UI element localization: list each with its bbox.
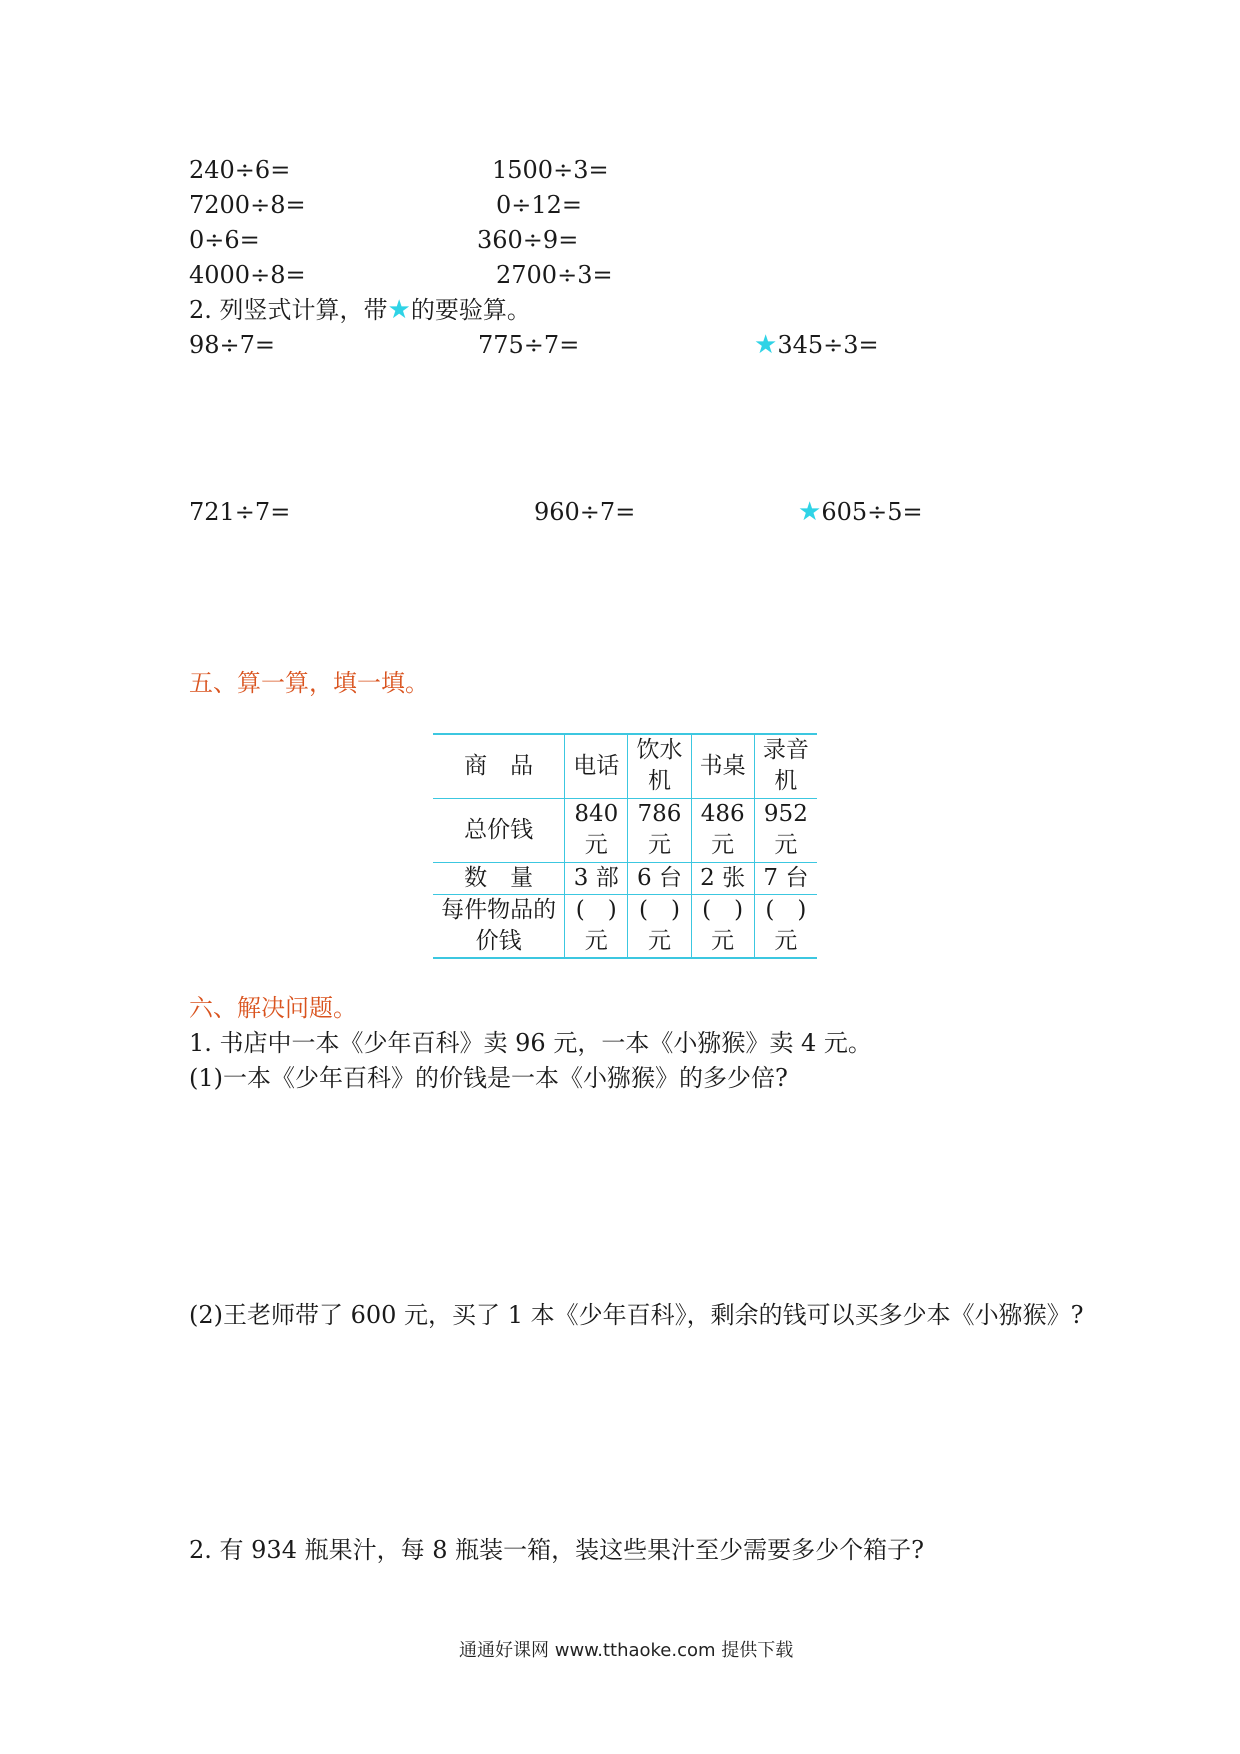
- oral-calc-4-left: 4000÷8=: [189, 261, 306, 289]
- oral-calc-1-right: 1500÷3=: [492, 156, 609, 184]
- table-header-desk: 书桌: [691, 734, 754, 798]
- oral-calc-2-right: 0÷12=: [496, 191, 583, 219]
- problem-1-part-2: (2)王老师带了 600 元，买了 1 本《少年百科》，剩余的钱可以买多少本《小猕猴》?: [189, 1301, 1084, 1329]
- table-cell-total: 952 元: [754, 798, 817, 862]
- oral-calc-4-right: 2700÷3=: [496, 261, 613, 289]
- table-header-item: 商 品: [433, 734, 565, 798]
- vertical-calc-1: 98÷7=: [189, 331, 276, 359]
- vertical-calc-3: [754, 330, 879, 360]
- section-6-heading: 六、解决问题。: [189, 994, 357, 1022]
- star-icon: ★: [798, 497, 822, 527]
- table-cell-unit-price-blank[interactable]: ( ) 元: [628, 894, 691, 958]
- price-table: [433, 733, 817, 959]
- vertical-calc-2: 775÷7=: [478, 331, 580, 359]
- table-cell-unit-price-blank[interactable]: ( ) 元: [565, 894, 628, 958]
- problem-1-part-1: (1)一本《少年百科》的价钱是一本《小猕猴》的多少倍?: [189, 1064, 788, 1092]
- instruction-before: 2. 列竖式计算，带: [189, 296, 388, 324]
- oral-calc-1-left: 240÷6=: [189, 156, 291, 184]
- table-cell-total: 486 元: [691, 798, 754, 862]
- table-cell-quantity: 3 部: [565, 862, 628, 894]
- table-row-header: [433, 734, 817, 798]
- table-row-unit-price: [433, 894, 817, 958]
- table-row-quantity: [433, 862, 817, 894]
- table-header-recorder: 录音 机: [754, 734, 817, 798]
- oral-calc-3-right: 360÷9=: [477, 226, 579, 254]
- table-header-phone: 电话: [565, 734, 628, 798]
- oral-calc-3-left: 0÷6=: [189, 226, 260, 254]
- vertical-calc-4: 721÷7=: [189, 498, 291, 526]
- table-cell-unit-price-blank[interactable]: ( ) 元: [691, 894, 754, 958]
- table-cell-total: 786 元: [628, 798, 691, 862]
- table-row-total: [433, 798, 817, 862]
- table-label-unit-price: 每件物品的 价钱: [433, 894, 565, 958]
- star-icon: ★: [387, 295, 411, 325]
- star-icon: ★: [754, 330, 778, 360]
- table-label-total: 总价钱: [433, 798, 565, 862]
- oral-calc-2-left: 7200÷8=: [189, 191, 306, 219]
- footer-source: 通通好课网 www.tthaoke.com 提供下载: [459, 1640, 794, 1661]
- vertical-calc-3-expr: 345÷3=: [777, 331, 879, 359]
- vertical-calc-6-expr: 605÷5=: [821, 498, 923, 526]
- table-header-water-dispenser: 饮水 机: [628, 734, 691, 798]
- table-label-quantity: 数 量: [433, 862, 565, 894]
- vertical-calc-5: 960÷7=: [534, 498, 636, 526]
- vertical-calc-instruction: [189, 295, 531, 325]
- problem-2: 2. 有 934 瓶果汁，每 8 瓶装一箱，装这些果汁至少需要多少个箱子?: [189, 1536, 924, 1564]
- table-cell-quantity: 7 台: [754, 862, 817, 894]
- table-cell-total: 840 元: [565, 798, 628, 862]
- instruction-after: 的要验算。: [410, 296, 531, 324]
- table-cell-quantity: 2 张: [691, 862, 754, 894]
- table-cell-unit-price-blank[interactable]: ( ) 元: [754, 894, 817, 958]
- vertical-calc-6: [798, 497, 923, 527]
- section-5-heading: 五、算一算，填一填。: [189, 669, 429, 697]
- problem-1: 1. 书店中一本《少年百科》卖 96 元，一本《小猕猴》卖 4 元。: [189, 1029, 872, 1057]
- table-cell-quantity: 6 台: [628, 862, 691, 894]
